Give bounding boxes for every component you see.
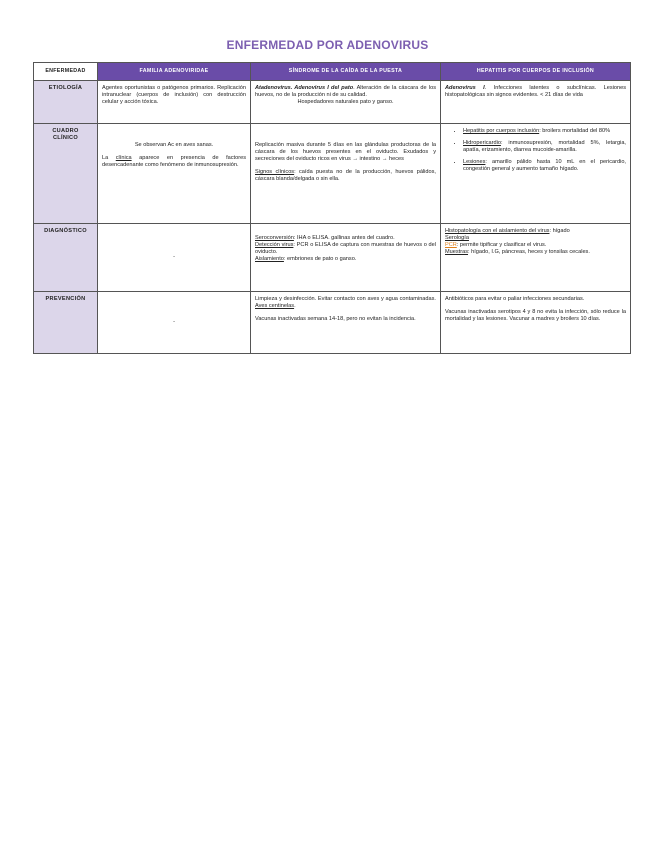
familia-cuadro-p2-pre: La <box>102 155 116 161</box>
header-enfermedad: ENFERMEDAD <box>34 63 98 81</box>
hepatitis-item-title: Lesiones <box>463 159 486 165</box>
hepatitis-cuadro-list <box>445 128 626 173</box>
hepatitis-item-title: Hepatitis por cuerpos inclusión <box>463 128 540 134</box>
sindrome-vacunas: Vacunas inactivadas semana 14-18, pero no evitan la incidencia. <box>255 316 416 322</box>
disease-table <box>33 62 631 354</box>
familia-cuadro-clinica: clínica <box>115 155 132 161</box>
sindrome-deteccion: Detección virus <box>255 242 294 248</box>
cell-diagnostico-hepatitis <box>441 224 631 292</box>
sindrome-aislamiento: Aislamiento <box>255 256 284 262</box>
cell-cuadro-hepatitis <box>441 124 631 224</box>
hepatitis-etiologia-text: . Infecciones latentes o subclínicas. Lesiones histopatológicas sin signos evidentes. < 21 días de vida <box>445 85 626 98</box>
cell-diagnostico-sindrome <box>251 224 441 292</box>
list-item <box>463 140 626 154</box>
familia-cuadro-p2-post: aparece en presencia de factores desencadenante como fenómeno de inmunosupresión. <box>102 155 246 168</box>
cell-etiologia-familia: Agentes oportunistas o patógenos primarios. Replicación intranuclear (cuerpos de inclusión) con destrucción celular y acción tóxica. <box>98 81 251 124</box>
sindrome-etiologia-text: . Alteración de la cáscara de los huevos, no de la producción ni de su calidad. <box>255 85 436 98</box>
hepatitis-item-title: Hidropericardio <box>463 140 501 146</box>
cell-diagnostico-familia: - <box>98 224 251 292</box>
hepatitis-pcr: PCR <box>445 242 457 248</box>
list-item <box>463 128 626 135</box>
cell-etiologia-hepatitis <box>441 81 631 124</box>
page-title: ENFERMEDAD POR ADENOVIRUS <box>226 38 429 52</box>
sindrome-prev-text: Limpieza y desinfección. Evitar contacto con aves y agua contaminadas. <box>255 296 436 302</box>
list-item <box>463 159 626 173</box>
hepatitis-serologia: Serología <box>445 235 469 241</box>
hepatitis-vacunas: Vacunas inactivadas serotipos 4 y 8 no evita la infección, sólo reduce la mortalidad y las lesiones. Vacunar a madres y broilers 10 días. <box>445 309 626 322</box>
familia-cuadro-p1: Se observan Ac en aves sanas. <box>134 142 214 148</box>
row-label-cuadro-2: CLÍNICO <box>52 135 79 141</box>
sindrome-agent: Atadenovirus. Adenovirus I del pato <box>255 85 354 91</box>
table-row-etiologia <box>34 81 631 124</box>
cell-cuadro-sindrome <box>251 124 441 224</box>
header-hepatitis: HEPATITIS POR CUERPOS DE INCLUSIÓN <box>441 63 631 81</box>
table-row-prevencion <box>34 292 631 354</box>
table-row-diagnostico <box>34 224 631 292</box>
hepatitis-item-text: : inmunosupresión, mortalidad 5%, letargia, apatía, erizamiento, diarrea mucoide-amarilla. <box>463 140 626 153</box>
sindrome-seroconversion: Seroconversión <box>255 235 294 241</box>
hepatitis-muestras: Muestras <box>445 249 469 255</box>
table-header-row <box>34 63 631 81</box>
hepatitis-agent: Adenovirus I <box>445 85 485 91</box>
hepatitis-item-text: : broilers mortalidad del 80% <box>539 128 611 134</box>
row-label-cuadro-clinico <box>34 124 98 224</box>
sindrome-cuadro-p2: : caída puesta no de la producción, huevos pálidos, cáscara blanda/delgada o sin ella. <box>255 169 436 182</box>
sindrome-prev-post: . <box>294 303 296 309</box>
sindrome-hosts: Hospedadores naturales pato y ganso. <box>297 99 394 105</box>
cell-etiologia-sindrome <box>251 81 441 124</box>
hepatitis-diag-text: : permite tipificar y clasificar el virus. <box>456 242 547 248</box>
hepatitis-antibioticos: Antibióticos para evitar o paliar infecciones secundarias. <box>445 296 585 302</box>
cell-prevencion-sindrome <box>251 292 441 354</box>
sindrome-diag-text: : embriones de pato o ganso. <box>283 256 357 262</box>
header-sindrome: SÍNDROME DE LA CAÍDA DE LA PUESTA <box>251 63 441 81</box>
cell-cuadro-familia <box>98 124 251 224</box>
row-label-etiologia: ETIOLOGÍA <box>34 81 98 124</box>
row-label-cuadro-1: CUADRO <box>52 128 79 134</box>
hepatitis-item-text: : amarillo pálido hasta 10 mL en el pericardio, congestión general y aumento tamaño hígado. <box>463 159 626 172</box>
sindrome-signos-clinicos: Signos clínicos <box>255 169 295 175</box>
cell-prevencion-familia: - <box>98 292 251 354</box>
hepatitis-diag-text: : hígado, I.G, páncreas, heces y tonsilas cecales. <box>468 249 590 255</box>
hepatitis-diag-text: : hígado <box>549 228 570 234</box>
sindrome-aves-centinelas: Aves centinelas <box>255 303 295 309</box>
sindrome-cuadro-p1: Replicación masiva durante 5 días en las glándulas productoras de la cáscara de los huevos presentes en el oviducto. Exudados y secreciones del oviducto ricos en virus → intestino → heces <box>255 142 436 162</box>
row-label-diagnostico: DIAGNÓSTICO <box>34 224 98 292</box>
table-row-cuadro-clinico <box>34 124 631 224</box>
cell-prevencion-hepatitis <box>441 292 631 354</box>
header-familia: FAMILIA ADENOVIRIDAE <box>98 63 251 81</box>
sindrome-diag-text: : PCR o ELISA de captura con muestras de huevos o del oviducto. <box>255 242 436 255</box>
sindrome-diag-text: : IHA o ELISA. gallinas antes del cuadro. <box>293 235 395 241</box>
hepatitis-histopatologia: Histopatología con el aislamiento del virus <box>445 228 550 234</box>
row-label-prevencion: PREVENCIÓN <box>34 292 98 354</box>
